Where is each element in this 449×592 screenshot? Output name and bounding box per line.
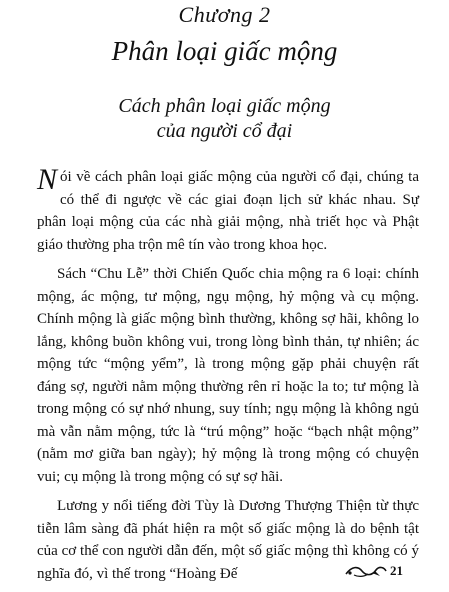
page-footer [344, 563, 403, 579]
paragraph: Sách “Chu Lễ” thời Chiến Quốc chia mộng ra 6 loại: chính mộng, ác mộng, tư mộng, ngụ mộng, hỷ mộng và cụ mộng. Chính mộng là giấc mộng bình thường, không sợ hãi, không lo lắng, không buồn không vui, trong lòng bình thản, tự nhiên; ác mộng tức “mộng yểm”, là trong mộng gặp phải chuyện rất đáng sợ, người nằm mộng thường rên rỉ hoặc la to; tư mộng là trong mộng có sự nhớ nhung, suy tính; ngụ mộng là không ngủ mà vẫn nằm mộng, tức là “trú mộng” hoặc “bạch nhật mộng” (nằm mơ giữa ban ngày); hỷ mộng là trong mộng có chuyện vui; cụ mộng là trong mộng có sự sợ hãi. [37, 266, 419, 485]
paragraph-text: ói về cách phân loại giấc mộng của người cổ đại, chúng ta có thể đi ngược về các giai đoạn lịch sử khác nhau. Sự phân loại mộng của các nhà giải mộng, nhà triết học và Phật giáo thường pha trộn mê tín vào trong khoa học. [37, 169, 419, 253]
section-title-line-1: Cách phân loại giấc mộng [118, 95, 331, 117]
section-title-line-2: của người cổ đại [156, 120, 293, 142]
flourish-ornament-icon [344, 564, 388, 578]
chapter-title: Phân loại giấc mộng [111, 36, 338, 66]
section-title [0, 94, 449, 144]
chapter-label: Chương 2 [178, 2, 271, 27]
drop-cap: N [37, 163, 58, 196]
body-text [37, 163, 419, 592]
paragraph [37, 163, 419, 256]
paragraph: Lương y nổi tiếng đời Tùy là Dương Thượng Thiện từ thực tiễn lâm sàng đã phát hiện ra một số giấc mộng là do bệnh tật của cơ thể con người dẫn đến, một số giấc mộng thì không có ý nghĩa đó, vì thế trong “Hoàng Đế [37, 498, 419, 582]
page-number: 21 [390, 563, 403, 578]
